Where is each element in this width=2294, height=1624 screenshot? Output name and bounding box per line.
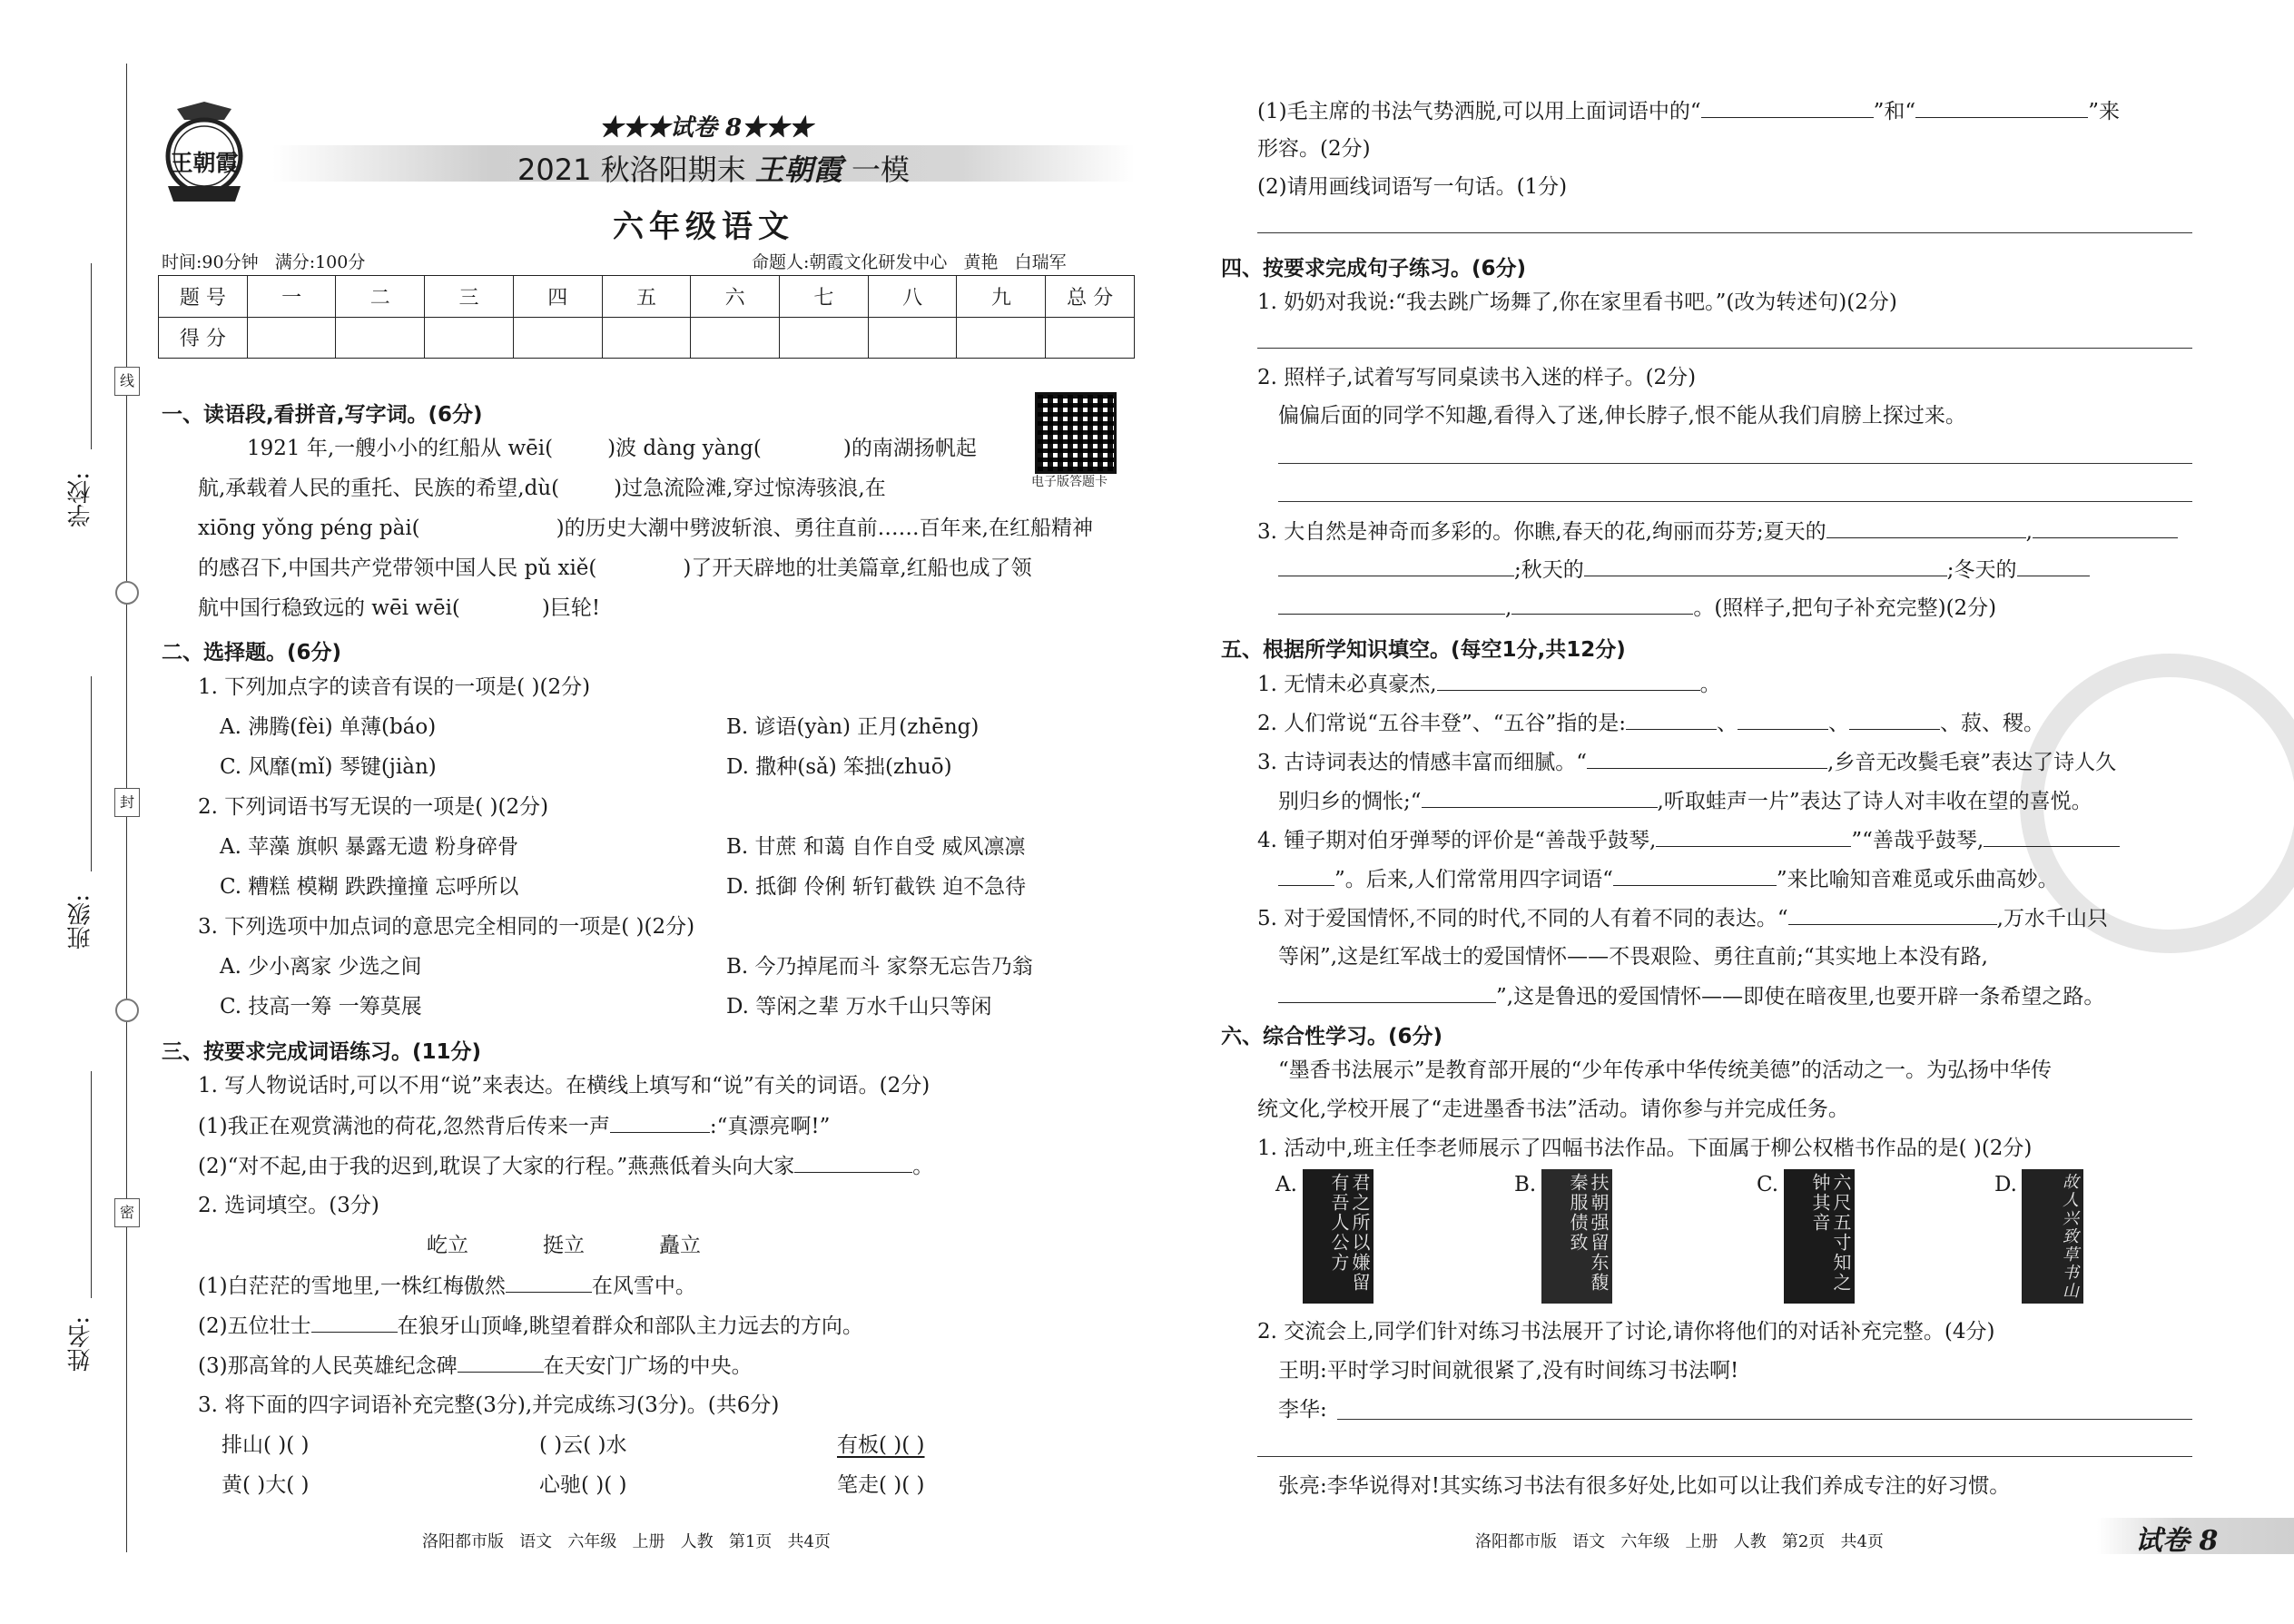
school-label: 学校: bbox=[67, 472, 94, 527]
seal-mark-mi: 密 bbox=[114, 1198, 140, 1227]
class-field[interactable] bbox=[91, 676, 92, 871]
score-cell[interactable] bbox=[425, 317, 514, 359]
score-cell[interactable] bbox=[1046, 317, 1135, 359]
s3-q2-c: (3)那高耸的人民英雄纪念碑 在天安门广场的中央。 bbox=[198, 1352, 753, 1380]
answer-blank[interactable] bbox=[2017, 556, 2090, 576]
answer-blank[interactable] bbox=[1849, 709, 1940, 730]
s3-q1-a: (1)我正在观赏满池的荷花,忽然背后传来一声 :“真漂亮啊!” bbox=[198, 1112, 830, 1140]
answer-blank[interactable] bbox=[1738, 709, 1828, 730]
authors: 命题人:朝霞文化研发中心 黄艳 白瑞军 bbox=[752, 252, 1067, 272]
answer-blank[interactable] bbox=[2033, 517, 2178, 538]
subject-title: 六年级语文 bbox=[613, 209, 794, 245]
q1-stem: 1. 下列加点字的读音有误的一项是( )(2分) bbox=[198, 675, 591, 699]
calligraphy-d[interactable]: 故人兴致草书山 bbox=[2022, 1169, 2083, 1304]
score-table bbox=[158, 275, 1135, 359]
r-q1-line2: 形容。(2分) bbox=[1257, 137, 1371, 161]
name-field[interactable] bbox=[91, 1071, 92, 1298]
score-cell[interactable] bbox=[868, 317, 957, 359]
s3-q2-a: (1)白茫茫的雪地里,一株红梅傲然 在风雪中。 bbox=[198, 1272, 696, 1300]
score-cell[interactable] bbox=[602, 317, 691, 359]
s4-q2: 2. 照样子,试着写写同桌读书入迷的样子。(2分) bbox=[1257, 366, 1697, 389]
s5-q5-line3: ”,这是鲁迅的爱国情怀——即使在暗夜里,也要开辟一条希望之路。 bbox=[1278, 982, 2104, 1010]
score-head: 三 bbox=[425, 276, 514, 318]
s1-line-4: 的感召下,中国共产党带领中国人民 pǔ xiě( )了开天辟地的壮美篇章,红船也成了领 bbox=[198, 556, 1032, 580]
answer-blank[interactable] bbox=[1422, 787, 1658, 808]
score-cell[interactable] bbox=[780, 317, 869, 359]
answer-blank[interactable] bbox=[1613, 865, 1777, 886]
option-a-label[interactable]: A. bbox=[1275, 1173, 1297, 1196]
idiom-3[interactable]: 有板( )( ) bbox=[837, 1433, 925, 1457]
answer-blank[interactable] bbox=[1278, 556, 1514, 576]
binding-hole-icon bbox=[115, 999, 139, 1022]
s3-q3-stem: 3. 将下面的四字词语补充完整(3分),并完成练习(3分)。(共6分) bbox=[198, 1393, 780, 1417]
score-label: 得 分 bbox=[159, 317, 248, 359]
q2-stem: 2. 下列词语书写无误的一项是( )(2分) bbox=[198, 795, 549, 819]
score-head: 四 bbox=[513, 276, 602, 318]
q1-option-a: A. 沸腾(fèi) 单薄(báo) bbox=[220, 715, 437, 739]
s1-line-1: 1921 年,一艘小小的红船从 wēi( )波 dàng yàng( )的南湖扬帆起 bbox=[247, 437, 977, 460]
q1-option-d: D. 撒种(sǎ) 笨拙(zhuō) bbox=[726, 755, 952, 779]
answer-blank[interactable] bbox=[1984, 826, 2120, 847]
s1-line-3: xiōng yǒng péng pài( )的历史大潮中劈波斩浪、勇往直前……百年来,在红船精神 bbox=[198, 517, 1093, 540]
idiom-2[interactable]: ( )云( )水 bbox=[539, 1433, 627, 1457]
score-head: 七 bbox=[780, 276, 869, 318]
calligraphy-a[interactable]: 君之所以嫌留有吾人公方 bbox=[1303, 1169, 1373, 1304]
seal-mark-feng: 封 bbox=[114, 788, 140, 817]
answer-blank[interactable] bbox=[1437, 670, 1700, 691]
score-head: 八 bbox=[868, 276, 957, 318]
idiom-1[interactable]: 排山( )( ) bbox=[222, 1433, 310, 1457]
answer-line[interactable] bbox=[1278, 501, 2192, 502]
q3-option-d: D. 等闲之辈 万水千山只等闲 bbox=[726, 995, 992, 1019]
dialogue-lihua-label: 李华: bbox=[1278, 1398, 1327, 1422]
answer-blank[interactable] bbox=[311, 1312, 398, 1333]
paper-badge: 试卷 8 bbox=[2135, 1525, 2219, 1557]
exam-title: 2021 秋洛阳期末 王朝霞 一模 bbox=[517, 153, 910, 187]
q3-option-c: C. 技高一筹 一筹莫展 bbox=[220, 995, 422, 1019]
word-choice-3: 矗立 bbox=[659, 1234, 701, 1257]
s4-q3-line2: ;秋天的 ;冬天的 bbox=[1278, 556, 2090, 584]
answer-blank[interactable] bbox=[1278, 594, 1505, 615]
score-head: 九 bbox=[957, 276, 1046, 318]
s1-line-2: 航,承载着人民的重托、民族的希望,dù( )过急流险滩,穿过惊涛骇浪,在 bbox=[198, 477, 886, 500]
s5-q1: 1. 无情未必真豪杰, 。 bbox=[1257, 670, 1721, 698]
qr-caption: 电子版答题卡 bbox=[1031, 475, 1108, 489]
r-q1: (1)毛主席的书法气势洒脱,可以用上面词语中的“ ”和“ ”来 bbox=[1257, 97, 2120, 125]
score-cell[interactable] bbox=[336, 317, 425, 359]
s4-q1: 1. 奶奶对我说:“我去跳广场舞了,你在家里看书吧。”(改为转述句)(2分) bbox=[1257, 290, 1897, 314]
idiom-4[interactable]: 黄( )大( ) bbox=[222, 1473, 310, 1497]
score-head: 一 bbox=[247, 276, 336, 318]
school-field[interactable] bbox=[91, 263, 92, 449]
answer-blank[interactable] bbox=[1915, 97, 2088, 118]
idiom-6[interactable]: 笔走( )( ) bbox=[837, 1473, 925, 1497]
class-label: 班级: bbox=[67, 894, 94, 950]
answer-blank[interactable] bbox=[1511, 594, 1693, 615]
answer-blank[interactable] bbox=[1587, 748, 1827, 769]
q3-option-b: B. 今乃掉尾而斗 家祭无忘告乃翁 bbox=[726, 955, 1033, 979]
answer-blank[interactable] bbox=[610, 1112, 710, 1133]
qr-code-icon[interactable] bbox=[1035, 392, 1117, 474]
r-q2: (2)请用画线词语写一句话。(1分) bbox=[1257, 175, 1568, 199]
binding-hole-icon bbox=[115, 581, 139, 605]
s6-q2: 2. 交流会上,同学们针对练习书法展开了讨论,请你将他们的对话补充完整。(4分) bbox=[1257, 1320, 1995, 1343]
paper-label: ★★★试卷 8★★★ bbox=[599, 114, 813, 142]
calligraphy-b[interactable]: 扶朝强留东馥秦服债致 bbox=[1541, 1169, 1612, 1304]
s4-q3-line3: , 。(照样子,把句子补充完整)(2分) bbox=[1278, 594, 1996, 622]
s3-q1-b: (2)“对不起,由于我的迟到,耽误了大家的行程。”燕燕低着头向大家 。 bbox=[198, 1152, 933, 1180]
seal-mark-line: 线 bbox=[114, 367, 140, 396]
score-cell[interactable] bbox=[513, 317, 602, 359]
q2-option-a: A. 苹藻 旗帜 暴露无遗 粉身碎骨 bbox=[220, 835, 519, 859]
answer-blank[interactable] bbox=[1278, 865, 1334, 886]
q2-option-c: C. 糟糕 模糊 跌跌撞撞 忘呼所以 bbox=[220, 875, 519, 899]
s3-q1-stem: 1. 写人物说话时,可以不用“说”来表达。在横线上填写和“说”有关的词语。(2分) bbox=[198, 1074, 930, 1097]
answer-line[interactable] bbox=[1257, 348, 2192, 349]
answer-blank[interactable] bbox=[1278, 982, 1496, 1003]
answer-blank[interactable] bbox=[1826, 517, 2026, 538]
answer-blank[interactable] bbox=[506, 1272, 592, 1293]
word-choice-1: 屹立 bbox=[427, 1234, 468, 1257]
section-5-title: 五、根据所学知识填空。(每空1分,共12分) bbox=[1221, 638, 1626, 662]
section-6-title: 六、综合性学习。(6分) bbox=[1221, 1025, 1443, 1048]
s4-q3-line1: 3. 大自然是神奇而多彩的。你瞧,春天的花,绚丽而芬芳;夏天的 , bbox=[1257, 517, 2178, 546]
s5-q4-line2: ”。后来,人们常常用四字词语“ ”来比喻知音难觅或乐曲高妙。 bbox=[1278, 865, 2059, 893]
calligraphy-c[interactable]: 六尺五寸知之钟其音 bbox=[1784, 1169, 1855, 1304]
q2-option-d: D. 抵御 伶俐 斩钉截铁 迫不急待 bbox=[726, 875, 1027, 899]
answer-line[interactable] bbox=[1337, 1419, 2192, 1420]
s6-q1: 1. 活动中,班主任李老师展示了四幅书法作品。下面属于柳公权楷书作品的是( )(2分) bbox=[1257, 1137, 2033, 1160]
s5-q3-line2: 别归乡的惆怅;“ ,听取蛙声一片”表达了诗人对丰收在望的喜悦。 bbox=[1278, 787, 2092, 815]
answer-blank[interactable] bbox=[794, 1152, 912, 1173]
time-score: 时间:90分钟 满分:100分 bbox=[162, 252, 366, 272]
s5-q5-line2: 等闲”,这是红军战士的爱国情怀——不畏艰险、勇往直前;“其实地上本没有路, bbox=[1278, 945, 1988, 969]
s6-intro-2: 统文化,学校开展了“走进墨香书法”活动。请你参与并完成任务。 bbox=[1257, 1097, 1849, 1121]
name-label: 姓名: bbox=[67, 1316, 94, 1372]
q1-option-b: B. 谚语(yàn) 正月(zhēng) bbox=[726, 715, 980, 739]
q2-option-b: B. 甘蔗 和蔼 自作自受 威风凛凛 bbox=[726, 835, 1026, 859]
answer-blank[interactable] bbox=[1656, 826, 1851, 847]
option-b-label[interactable]: B. bbox=[1514, 1173, 1537, 1196]
s5-q2: 2. 人们常说“五谷丰登”、“五谷”指的是: 、 、 、菽、稷。 bbox=[1257, 709, 2044, 737]
score-head: 六 bbox=[691, 276, 780, 318]
q3-stem: 3. 下列选项中加点词的意思完全相同的一项是( )(2分) bbox=[198, 915, 695, 939]
dialogue-wangming: 王明:平时学习时间就很紧了,没有时间练习书法啊! bbox=[1278, 1359, 1739, 1383]
s1-line-5: 航中国行稳致远的 wēi wēi( )巨轮! bbox=[198, 596, 601, 620]
answer-line[interactable] bbox=[1278, 463, 2192, 464]
brand-mark: 王朝霞 bbox=[754, 153, 842, 187]
brand-logo: 王朝霞 bbox=[159, 100, 250, 209]
option-c-label[interactable]: C. bbox=[1757, 1173, 1779, 1196]
answer-blank[interactable] bbox=[1584, 556, 1947, 576]
s5-q5: 5. 对于爱国情怀,不同的时代,不同的人有着不同的表达。“ ,万水千山只 bbox=[1257, 904, 2108, 932]
score-head: 二 bbox=[336, 276, 425, 318]
answer-blank[interactable] bbox=[1701, 97, 1874, 118]
answer-line[interactable] bbox=[1257, 232, 2192, 233]
s5-q3: 3. 古诗词表达的情感丰富而细腻。“ ,乡音无改鬓毛衰”表达了诗人久 bbox=[1257, 748, 2116, 776]
s5-q4: 4. 锺子期对伯牙弹琴的评价是“善哉乎鼓琴, ”“善哉乎鼓琴, bbox=[1257, 826, 2120, 854]
q1-option-c: C. 风靡(mǐ) 琴键(jiàn) bbox=[220, 755, 437, 779]
s3-q2-b: (2)五位壮士 在狼牙山顶峰,眺望着群众和部队主力远去的方向。 bbox=[198, 1312, 863, 1340]
answer-line[interactable] bbox=[1257, 1456, 2192, 1457]
footer-right: 洛阳都市版 语文 六年级 上册 人教 第2页 共4页 bbox=[1475, 1532, 1884, 1551]
section-3-title: 三、按要求完成词语练习。(11分) bbox=[162, 1040, 482, 1064]
score-cell[interactable] bbox=[247, 317, 336, 359]
score-value-row bbox=[159, 317, 1135, 359]
score-header-row bbox=[159, 276, 1135, 318]
section-1-title: 一、读语段,看拼音,写字词。(6分) bbox=[162, 403, 483, 427]
section-2-title: 二、选择题。(6分) bbox=[162, 641, 342, 664]
footer-left: 洛阳都市版 语文 六年级 上册 人教 第1页 共4页 bbox=[422, 1532, 831, 1551]
answer-blank[interactable] bbox=[458, 1352, 544, 1373]
idiom-5[interactable]: 心驰( )( ) bbox=[539, 1473, 627, 1497]
section-4-title: 四、按要求完成句子练习。(6分) bbox=[1221, 257, 1527, 281]
dialogue-zhangliang: 张亮:李华说得对!其实练习书法有很多好处,比如可以让我们养成专注的好习惯。 bbox=[1278, 1474, 2011, 1498]
score-cell[interactable] bbox=[691, 317, 780, 359]
answer-blank[interactable] bbox=[1626, 709, 1717, 730]
q3-option-a: A. 少小离家 少选之间 bbox=[220, 955, 422, 979]
score-cell[interactable] bbox=[957, 317, 1046, 359]
score-head: 题 号 bbox=[159, 276, 248, 318]
word-choice-2: 挺立 bbox=[543, 1234, 585, 1257]
s3-q2-stem: 2. 选词填空。(3分) bbox=[198, 1194, 379, 1217]
answer-blank[interactable] bbox=[1788, 904, 1997, 925]
s4-q2-example: 偏偏后面的同学不知趣,看得入了迷,伸长脖子,恨不能从我们肩膀上探过来。 bbox=[1278, 404, 1966, 428]
option-d-label[interactable]: D. bbox=[1994, 1173, 2017, 1196]
score-head: 总 分 bbox=[1046, 276, 1135, 318]
s6-intro-1: “墨香书法展示”是教育部开展的“少年传承中华传统美德”的活动之一。为弘扬中华传 bbox=[1278, 1058, 2053, 1082]
score-head: 五 bbox=[602, 276, 691, 318]
